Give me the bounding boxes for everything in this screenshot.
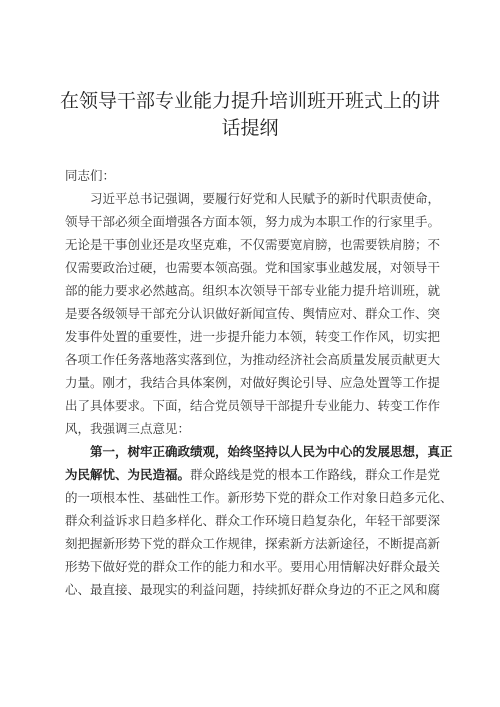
paragraph-1-line: 发事件处置的重要性，进一步提升能力本领，转变工作作风，切实把 — [65, 329, 441, 344]
paragraph-2-line: 心、最直接、最现实的利益问题，持续抓好群众身边的不正之风和腐 — [65, 582, 441, 597]
title-line-2: 话提纲 — [221, 117, 279, 139]
document-title — [60, 88, 440, 142]
paragraph-2-line: 群众利益诉求日趋多样化、群众工作环境日趋复杂化，年轻干部要深 — [65, 513, 441, 528]
paragraph-1-line: 部的能力要求必然越高。组织本次领导干部专业能力提升培训班，就 — [65, 283, 441, 298]
salutation: 同志们： — [65, 168, 116, 183]
paragraph-1-line: 领导干部必须全面增强各方面本领，努力成为本职工作的行家里手。 — [65, 214, 441, 229]
paragraph-2-line: 形势下做好党的群众工作的能力和水平。要用心用情解决好群众最关 — [65, 559, 441, 574]
paragraph-1-line: 力量。刚才，我结合具体案例，对做好舆论引导、应急处置等工作提 — [65, 375, 441, 390]
title-line-1: 在领导干部专业能力提升培训班开班式上的讲 — [60, 90, 441, 112]
paragraph-1-line: 各项工作任务落地落实落到位，为推动经济社会高质量发展贡献更大 — [65, 352, 441, 367]
section-1-heading-end: 为民解忧、为民造福。 — [65, 467, 191, 482]
paragraph-1-line: 风，我强调三点意见： — [65, 421, 191, 436]
document-body — [65, 164, 453, 601]
paragraph-1-line: 出了具体要求。下面，结合党员领导干部提升专业能力、转变工作作 — [65, 398, 441, 413]
paragraph-2-line: 刻把握新形势下党的群众工作规律，探索新方法新途径，不断提高新 — [65, 536, 441, 551]
paragraph-2-line: 的一项根本性、基础性工作。新形势下党的群众工作对象日趋多元化、 — [65, 490, 453, 505]
paragraph-2-first-text: 群众路线是党的根本工作路线，群众工作是党 — [190, 467, 441, 482]
section-1-heading: 第一，树牢正确政绩观，始终坚持以人民为中心的发展思想，真正 — [90, 444, 453, 459]
paragraph-1-line: 无论是干事创业还是攻坚克难，不仅需要宽肩膀，也需要铁肩膀；不 — [65, 237, 441, 252]
paragraph-1-line: 是要各级领导干部充分认识做好新闻宣传、舆情应对、群众工作、突 — [65, 306, 441, 321]
paragraph-1-line: 习近平总书记强调，要履行好党和人民赋予的新时代职责使命， — [90, 191, 441, 206]
paragraph-1-line: 仅需要政治过硬，也需要本领高强。党和国家事业越发展，对领导干 — [65, 260, 441, 275]
paragraph-2-first-line — [65, 463, 440, 486]
